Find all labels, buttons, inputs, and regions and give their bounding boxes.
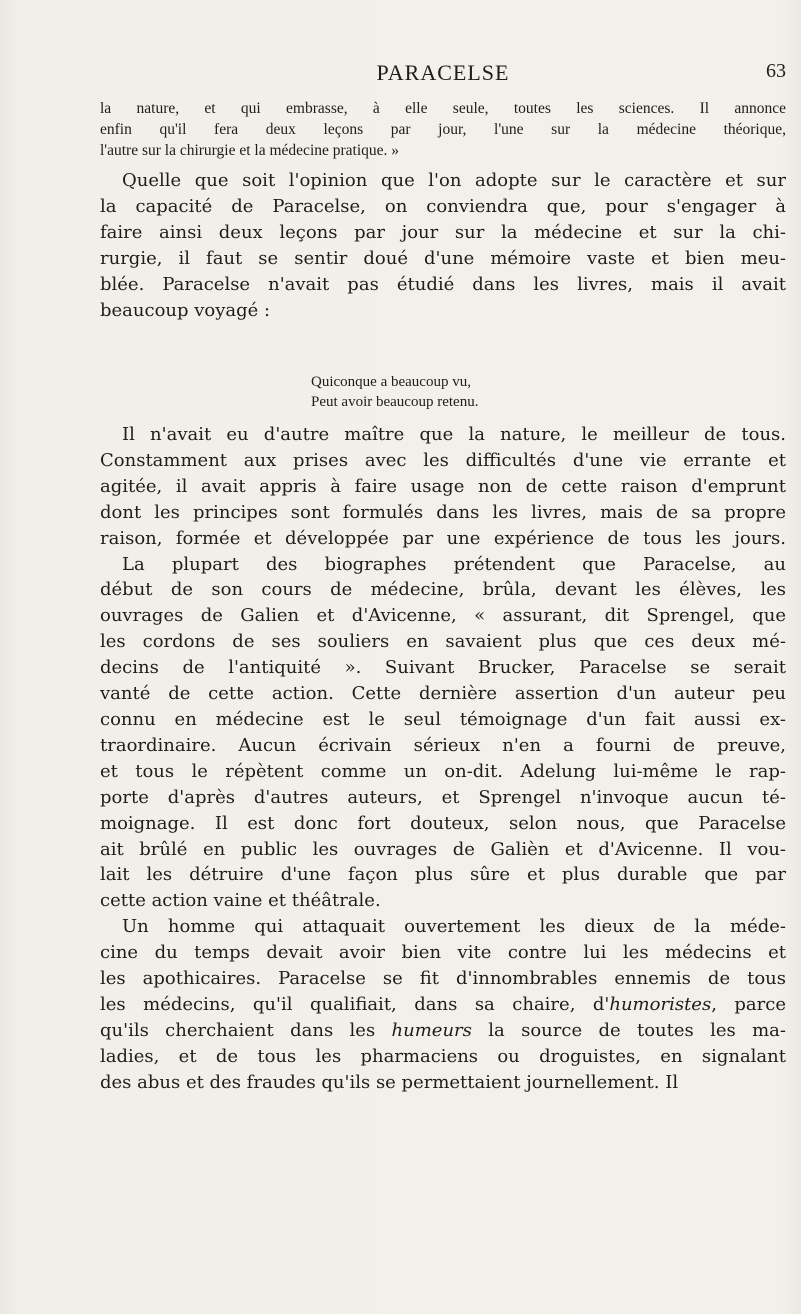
verse-line: Quiconque a beaucoup vu, — [311, 374, 471, 390]
text-line: La plupart des biographes prétendent que Paracelse, au — [122, 553, 786, 575]
running-title: PARACELSE — [376, 60, 510, 85]
text-line: ouvrages de Galien et d'Avicenne, « assurant, dit Sprengel, que — [100, 605, 786, 627]
verse-quote — [311, 372, 478, 412]
paragraph-1 — [100, 168, 786, 323]
italic-term: humoristes — [609, 993, 712, 1015]
text-line: la nature, et qui embrasse, à elle seule, toutes les sciences. Il annonce — [100, 100, 786, 117]
text-line: rurgie, il faut se sentir doué d'une mémoire vaste et bien meu- — [100, 247, 786, 269]
text-line: agitée, il avait appris à faire usage non de cette raison d'emprunt — [100, 475, 786, 497]
verse-line: Peut avoir beaucoup retenu. — [311, 394, 479, 410]
paragraph-2 — [100, 422, 786, 1096]
text-line: les apothicaires. Paracelse se fit d'innombrables ennemis de tous — [100, 968, 786, 990]
text-line: lait les détruire d'une façon plus sûre et plus durable que par — [100, 864, 786, 886]
text-line: cine du temps devait avoir bien vite contre lui les médecins et — [100, 942, 786, 964]
text-line: cette action vaine et théâtrale. — [100, 890, 381, 912]
text-line: Constamment aux prises avec les difficultés d'une vie errante et — [100, 449, 786, 471]
text-run: les médecins, qu'il qualifiait, dans sa chaire, d' — [100, 993, 610, 1015]
text-line: porte d'après d'autres auteurs, et Sprengel n'invoque aucun té- — [100, 786, 786, 808]
text-line: raison, formée et développée par une expérience de tous les jours. — [100, 527, 786, 549]
text-line: traordinaire. Aucun écrivain sérieux n'en a fourni de preuve, — [100, 734, 786, 756]
text-line: ait brûlé en public les ouvrages de Galièn et d'Avicenne. Il vou- — [100, 838, 786, 860]
quote-continuation — [100, 98, 786, 161]
text-line: enfin qu'il fera deux leçons par jour, l'une sur la médecine théorique, — [100, 121, 786, 138]
text-line: dont les principes sont formulés dans les livres, mais de sa propre — [100, 501, 786, 523]
text-line: la capacité de Paracelse, on conviendra que, pour s'engager à — [100, 195, 786, 217]
text-line: Il n'avait eu d'autre maître que la nature, le meilleur de tous. — [122, 424, 786, 445]
text-line: l'autre sur la chirurgie et la médecine pratique. » — [100, 142, 400, 159]
text-line: des abus et des fraudes qu'ils se permettaient journellement. Il — [100, 1071, 679, 1093]
running-head — [100, 60, 786, 88]
text-line: et tous le répètent comme un on-dit. Adelung lui-même le rap- — [100, 760, 786, 782]
text-line: début de son cours de médecine, brûla, devant les élèves, les — [100, 579, 786, 601]
text-line: connu en médecine est le seul témoignage d'un fait aussi ex- — [100, 708, 786, 730]
text-line: vanté de cette action. Cette dernière assertion d'un auteur peu — [100, 683, 786, 705]
text-line: Un homme qui attaquait ouvertement les dieux de la méde- — [122, 916, 786, 938]
text-line: faire ainsi deux leçons par jour sur la médecine et sur la chi- — [100, 221, 786, 243]
text-line: beaucoup voyagé : — [100, 299, 271, 321]
text-line — [100, 1018, 786, 1044]
text-line: les cordons de ses souliers en savaient plus que ces deux mé- — [100, 631, 786, 653]
italic-term: humeurs — [391, 1019, 472, 1041]
text-run: , parce — [711, 993, 786, 1015]
text-run: la source de toutes les ma- — [471, 1019, 786, 1041]
text-line: ladies, et de tous les pharmaciens ou droguistes, en signalant — [100, 1045, 786, 1067]
page-number: 63 — [766, 60, 786, 82]
text-line: blée. Paracelse n'avait pas étudié dans les livres, mais il avait — [100, 273, 786, 295]
text-line: moignage. Il est donc fort douteux, selon nous, que Paracelse — [100, 812, 786, 834]
text-line: decins de l'antiquité ». Suivant Brucker, Paracelse se serait — [100, 657, 786, 679]
text-line: Quelle que soit l'opinion que l'on adopte sur le caractère et sur — [122, 170, 786, 191]
text-run: qu'ils cherchaient dans les — [100, 1019, 392, 1041]
text-line — [100, 992, 786, 1018]
